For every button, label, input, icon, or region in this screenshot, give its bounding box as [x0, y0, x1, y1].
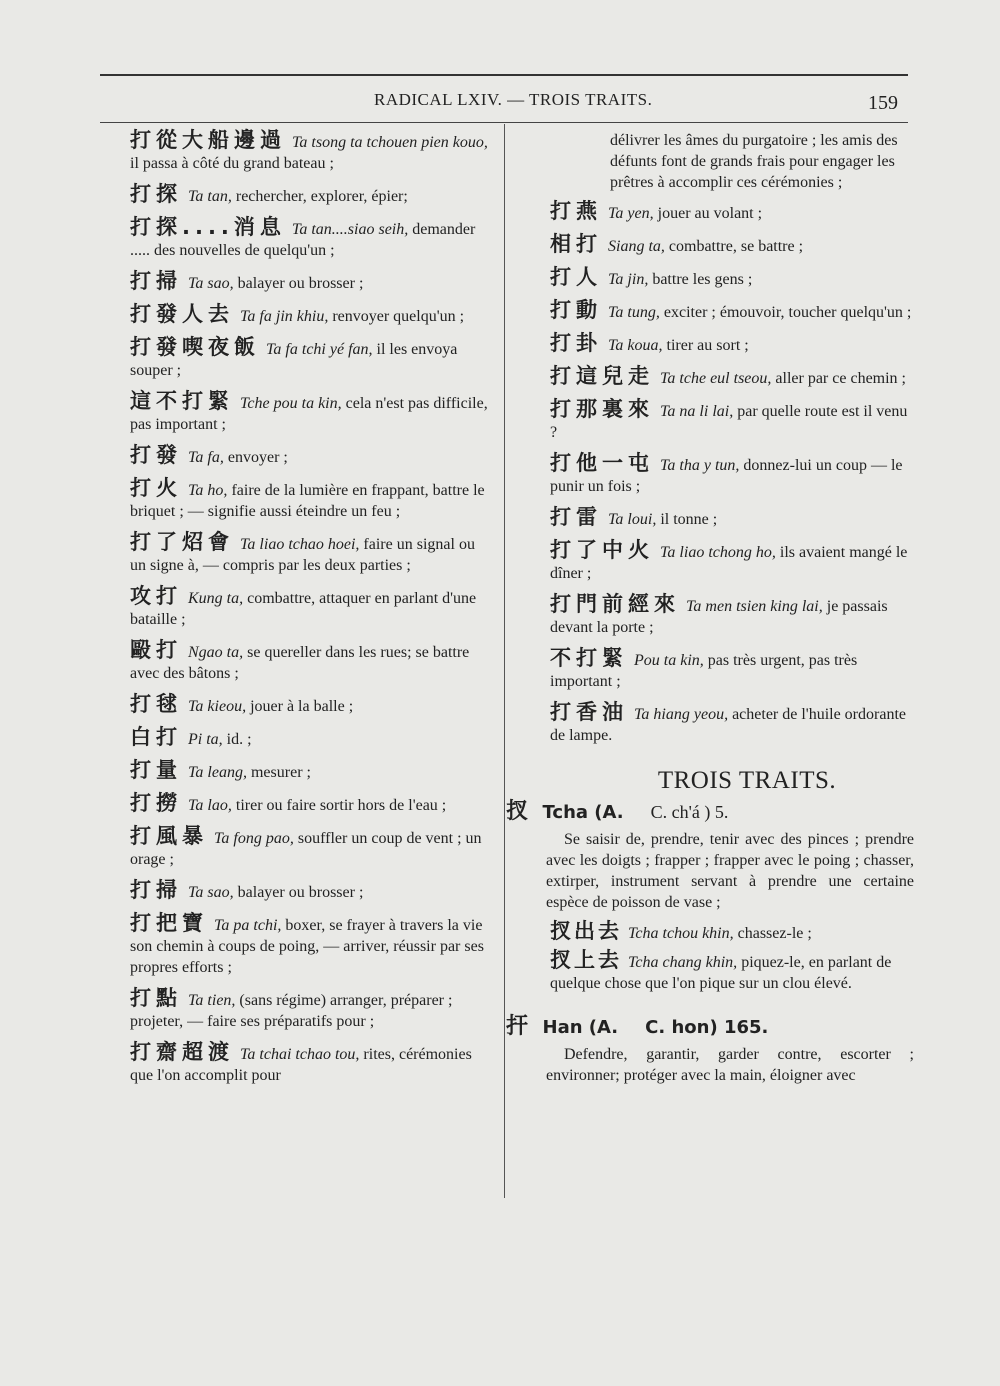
entry-romanization: Pi ta, [188, 731, 223, 748]
entry-romanization: Ta tchai tchao tou, [240, 1046, 360, 1063]
entry-definition: piquez-le, en parlant de quelque chose que l'on pique sur un clou élevé. [550, 954, 892, 992]
running-header: RADICAL LXIV. — TROIS TRAITS. [374, 90, 653, 109]
entry-definition: combattre, se battre ; [664, 238, 804, 255]
entry-line [550, 648, 914, 692]
entry-hanzi: 打發 [130, 443, 182, 467]
entry-line [130, 694, 494, 717]
entry-definition: exciter ; émouvoir, toucher quelqu'un ; [659, 304, 912, 321]
entry-line [130, 532, 494, 576]
entry-line [130, 337, 494, 381]
entry-definition: envoyer ; [223, 449, 288, 466]
dictionary-entry [130, 271, 494, 294]
entry-line [550, 333, 914, 356]
entry-line [130, 445, 494, 468]
entry-definition: mesurer ; [246, 764, 311, 781]
entry-line [550, 453, 914, 497]
entry-line [130, 640, 494, 684]
dictionary-entry [550, 234, 914, 257]
entry-definition: balayer ou brosser ; [233, 884, 364, 901]
entry-hanzi: 打雷 [550, 505, 602, 529]
dictionary-entry [550, 540, 914, 584]
entry-romanization: Ta liao tchong ho, [660, 544, 776, 561]
entry-definition: tirer au sort ; [662, 337, 749, 354]
entry-definition: je passais devant la porte ; [550, 598, 888, 636]
entry-hanzi: 打探....消息 [130, 215, 286, 239]
entry-hanzi: 打門前經來 [550, 592, 680, 616]
char-definition: Defendre, garantir, garder contre, escorter ; environner; protéger avec la main, éloigner avec [546, 1046, 914, 1084]
dictionary-entry [550, 648, 914, 692]
entry-hanzi: 不打緊 [550, 646, 628, 670]
char-code: C. hon) 165. [645, 1017, 769, 1038]
entry-line [130, 271, 494, 294]
char-glyph: 扞 [506, 1014, 529, 1039]
entry-romanization: Ngao ta, [188, 644, 244, 661]
continued-text: délivrer les âmes du purgatoire ; les amis des défunts font de grands frais pour engager les prêtres à accomplir ces cérémonies ; [610, 132, 898, 191]
entry-romanization: Tcha chang khin, [628, 954, 738, 971]
right-entries [550, 201, 914, 746]
dictionary-entry [550, 267, 914, 290]
entry-romanization: Ta kieou, [188, 698, 247, 715]
left-entries [130, 130, 494, 1086]
entry-hanzi: 扠出去 [550, 919, 622, 943]
dictionary-entry [130, 880, 494, 903]
entry-definition: demander ..... des nouvelles de quelqu'un ; [130, 221, 476, 259]
entry-line [550, 594, 914, 638]
char-heading-tcha [506, 801, 914, 823]
entry-hanzi: 打從大船邊過 [130, 128, 286, 152]
entry-romanization: Ta ho, [188, 482, 228, 499]
dictionary-entry [550, 366, 914, 389]
dictionary-entry [550, 300, 914, 323]
entry-line [130, 184, 494, 207]
entry-line [130, 988, 494, 1032]
entry-line [130, 793, 494, 816]
entry-line [130, 1042, 494, 1086]
entry-definition: rites, cérémonies que l'on accomplit pour [130, 1046, 472, 1084]
entry-hanzi: 打掃 [130, 269, 182, 293]
entry-definition: jouer au volant ; [653, 205, 763, 222]
entry-romanization: Ta men tsien king lai, [686, 598, 823, 615]
entry-hanzi: 打掃 [130, 878, 182, 902]
entry-definition: (sans régime) arranger, préparer ; projeter, — faire ses préparatifs pour ; [130, 992, 453, 1030]
dictionary-entry [130, 826, 494, 870]
entry-definition: boxer, se frayer à travers la vie son chemin à coups de poing, — arriver, réussir par ses propres efforts ; [130, 917, 484, 976]
entry-definition: faire de la lumière en frappant, battre le briquet ; — signifie aussi éteindre un feu ; [130, 482, 485, 520]
entry-hanzi: 這不打緊 [130, 389, 234, 413]
dictionary-entry [130, 640, 494, 684]
entry-romanization: Ta tung, [608, 304, 660, 321]
entry-romanization: Tcha tchou khin, [628, 925, 734, 942]
page-number: 159 [868, 92, 898, 114]
entry-line [130, 130, 494, 174]
entry-romanization: Ta tche eul tseou, [660, 370, 772, 387]
entry-romanization: Ta liao tchao hoei, [240, 536, 360, 553]
dictionary-entry [130, 793, 494, 816]
entry-hanzi: 打這兒走 [550, 364, 654, 388]
dictionary-entry [550, 921, 914, 944]
entry-definition: donnez-lui un coup — le punir un fois ; [550, 457, 903, 495]
entry-hanzi: 打他一屯 [550, 451, 654, 475]
entry-romanization: Ta tien, [188, 992, 236, 1009]
entry-definition: aller par ce chemin ; [771, 370, 906, 387]
entry-line [130, 304, 494, 327]
dictionary-entry [550, 950, 914, 994]
entry-line [130, 727, 494, 750]
entry-romanization: Ta fa tchi yé fan, [266, 341, 373, 358]
dictionary-entry [130, 478, 494, 522]
entry-definition: balayer ou brosser ; [233, 275, 364, 292]
entry-romanization: Ta tan....siao seih, [291, 221, 409, 238]
entry-hanzi: 毆打 [130, 638, 182, 662]
dictionary-entry [550, 333, 914, 356]
dictionary-entry [130, 1042, 494, 1086]
entry-definition: il tonne ; [656, 511, 718, 528]
entry-romanization: Ta jin, [608, 271, 649, 288]
entry-line [130, 217, 494, 261]
dictionary-entry [130, 445, 494, 468]
char-glyph: 扠 [506, 799, 529, 824]
char-name: Han (A. [542, 1017, 619, 1038]
column-divider [504, 124, 505, 1198]
entry-line [550, 300, 914, 323]
entry-hanzi: 打把寶 [130, 911, 208, 935]
entry-romanization: Ta yen, [608, 205, 654, 222]
entry-hanzi: 打火 [130, 476, 182, 500]
entry-definition: faire un signal ou un signe à, — compris par les deux parties ; [130, 536, 475, 574]
entry-romanization: Ta pa tchi, [214, 917, 282, 934]
entry-hanzi: 打那裏來 [550, 397, 654, 421]
entry-definition: renvoyer quelqu'un ; [328, 308, 465, 325]
entry-line [130, 391, 494, 435]
dictionary-entry [550, 507, 914, 530]
dictionary-entry [130, 586, 494, 630]
entry-definition: acheter de l'huile ordorante de lampe. [550, 706, 906, 744]
entry-hanzi: 打量 [130, 758, 182, 782]
entry-hanzi: 扠上去 [550, 948, 622, 972]
entry-romanization: Ta fa jin khiu, [240, 308, 329, 325]
entry-romanization: Ta lao, [188, 797, 232, 814]
entry-line [130, 760, 494, 783]
entry-hanzi: 打燕 [550, 199, 602, 223]
entry-hanzi: 打動 [550, 298, 602, 322]
entry-line [550, 399, 914, 443]
entry-romanization: Ta hiang yeou, [634, 706, 729, 723]
dictionary-entry [130, 337, 494, 381]
entry-romanization: Kung ta, [188, 590, 244, 607]
entry-romanization: Siang ta, [608, 238, 665, 255]
right-column [506, 130, 914, 1094]
entry-definition: se quereller dans les rues; se battre avec des bâtons ; [130, 644, 470, 682]
entry-romanization: Pou ta kin, [634, 652, 704, 669]
char-heading-han [506, 1016, 914, 1038]
entry-romanization: Ta fa, [188, 449, 224, 466]
left-column [130, 130, 494, 1096]
entry-line [550, 702, 914, 746]
dictionary-entry [550, 201, 914, 224]
entry-definition: cela n'est pas difficile, pas important ; [130, 395, 488, 433]
entry-romanization: Ta tsong ta tchouen pien kouo, [292, 134, 488, 151]
entry-line [130, 586, 494, 630]
entry-definition: chassez-le ; [733, 925, 812, 942]
dictionary-entry [130, 988, 494, 1032]
dictionary-entry [130, 130, 494, 174]
section-title: TROIS TRAITS. [657, 767, 837, 794]
entry-line [130, 880, 494, 903]
entry-line [550, 540, 914, 584]
entry-line [550, 950, 914, 994]
entry-definition: jouer à la balle ; [246, 698, 354, 715]
entry-line [550, 201, 914, 224]
top-rule [100, 74, 908, 76]
entry-line [550, 267, 914, 290]
entry-hanzi: 打香油 [550, 700, 628, 724]
entry-definition: rechercher, explorer, épier; [231, 188, 408, 205]
entry-definition: il les envoya souper ; [130, 341, 458, 379]
sub-entries [550, 921, 914, 994]
entry-hanzi: 打卦 [550, 331, 602, 355]
char-name: Tcha (A. [542, 802, 624, 823]
entry-hanzi: 打了中火 [550, 538, 654, 562]
entry-line [130, 478, 494, 522]
entry-romanization: Ta fong pao, [214, 830, 294, 847]
entry-line [130, 913, 494, 978]
dictionary-entry [130, 532, 494, 576]
entry-hanzi: 打發喫夜飯 [130, 335, 260, 359]
dictionary-entry [130, 727, 494, 750]
entry-line [550, 234, 914, 257]
entry-hanzi: 攻打 [130, 584, 182, 608]
dictionary-entry [130, 184, 494, 207]
dictionary-entry [130, 304, 494, 327]
entry-line [130, 826, 494, 870]
entry-hanzi: 打撈 [130, 791, 182, 815]
entry-line [550, 507, 914, 530]
entry-hanzi: 相打 [550, 232, 602, 256]
entry-line [550, 921, 914, 944]
entry-hanzi: 打發人去 [130, 302, 234, 326]
header-rule [100, 122, 908, 123]
entry-line [550, 366, 914, 389]
entry-romanization: Ta koua, [608, 337, 663, 354]
entry-romanization: Ta tha y tun, [660, 457, 740, 474]
entry-romanization: Ta sao, [188, 275, 234, 292]
entry-romanization: Ta loui, [608, 511, 657, 528]
entry-hanzi: 打風暴 [130, 824, 208, 848]
entry-hanzi: 打毬 [130, 692, 182, 716]
dictionary-entry [130, 217, 494, 261]
entry-hanzi: 打齋超渡 [130, 1040, 234, 1064]
entry-romanization: Ta na li lai, [660, 403, 734, 420]
entry-definition: ils avaient mangé le dîner ; [550, 544, 908, 582]
entry-definition: battre les gens ; [648, 271, 753, 288]
entry-romanization: Ta leang, [188, 764, 247, 781]
entry-definition: il passa à côté du grand bateau ; [130, 155, 334, 172]
entry-definition: souffler un coup de vent ; un orage ; [130, 830, 482, 868]
entry-definition: tirer ou faire sortir hors de l'eau ; [231, 797, 447, 814]
dictionary-entry [130, 694, 494, 717]
entry-hanzi: 打探 [130, 182, 182, 206]
char-code: C. ch'á ) 5. [650, 802, 729, 822]
char-definition: Se saisir de, prendre, tenir avec des pinces ; prendre avec les doigts ; frapper ; frapper avec le poing ; chasser, extirper, instrument servant à prendre une certaine espèce de poisson de vase ; [546, 831, 914, 911]
entry-definition: pas très urgent, pas très important ; [550, 652, 858, 690]
entry-hanzi: 打點 [130, 986, 182, 1010]
entry-romanization: Ta tan, [188, 188, 232, 205]
entry-romanization: Ta sao, [188, 884, 234, 901]
entry-hanzi: 打了炤會 [130, 530, 234, 554]
dictionary-entry [130, 760, 494, 783]
entry-hanzi: 白打 [130, 725, 182, 749]
dictionary-entry [130, 391, 494, 435]
entry-hanzi: 打人 [550, 265, 602, 289]
dictionary-entry [550, 594, 914, 638]
entry-definition: id. ; [222, 731, 252, 748]
dictionary-entry [130, 913, 494, 978]
dictionary-entry [550, 399, 914, 443]
entry-romanization: Tche pou ta kin, [240, 395, 342, 412]
entry-definition: combattre, attaquer en parlant d'une bataille ; [130, 590, 477, 628]
entry-definition: par quelle route est il venu ? [550, 403, 908, 441]
dictionary-entry [550, 702, 914, 746]
dictionary-entry [550, 453, 914, 497]
